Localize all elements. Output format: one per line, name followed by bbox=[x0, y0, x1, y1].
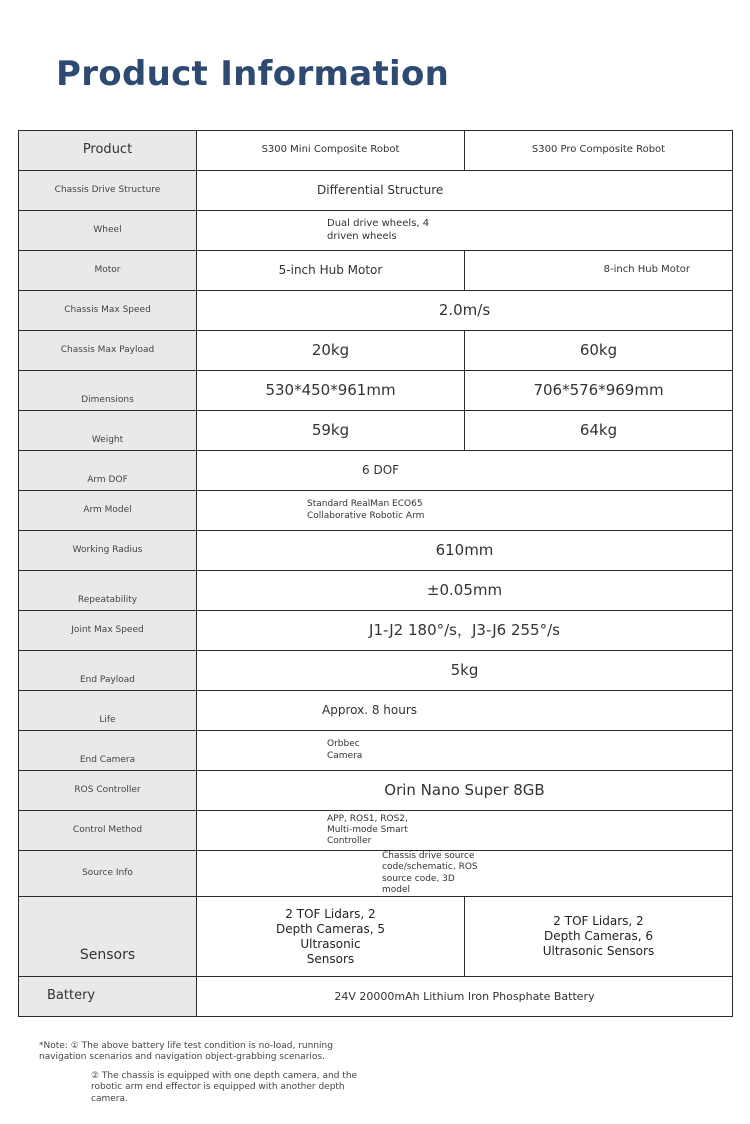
table-row bbox=[19, 571, 733, 611]
source-info-value: Chassis drive source code/schematic, ROS source code, 3D model bbox=[197, 851, 733, 897]
table-row bbox=[19, 411, 733, 451]
table-row bbox=[19, 491, 733, 531]
ros-controller-value: Orin Nano Super 8GB bbox=[197, 771, 733, 811]
row-label-source-info: Source Info bbox=[19, 851, 197, 897]
row-label-arm-model: Arm Model bbox=[19, 491, 197, 531]
joint-speed-value: J1-J2 180°/s，J3-J6 255°/s bbox=[197, 611, 733, 651]
row-label-wheel: Wheel bbox=[19, 211, 197, 251]
table-row bbox=[19, 331, 733, 371]
row-label-battery: Battery bbox=[19, 977, 197, 1017]
max-payload-mini-value: 20kg bbox=[197, 331, 465, 371]
end-camera-value: Orbbec Camera bbox=[197, 731, 733, 771]
table-row bbox=[19, 531, 733, 571]
chassis-drive-value: Differential Structure bbox=[197, 171, 733, 211]
battery-value: 24V 20000mAh Lithium Iron Phosphate Battery bbox=[197, 977, 733, 1017]
max-payload-pro-value: 60kg bbox=[465, 331, 733, 371]
table-row bbox=[19, 211, 733, 251]
row-label-chassis-drive: Chassis Drive Structure bbox=[19, 171, 197, 211]
row-label-max-payload: Chassis Max Payload bbox=[19, 331, 197, 371]
table-row bbox=[19, 897, 733, 977]
weight-mini-value: 59kg bbox=[197, 411, 465, 451]
motor-mini-value: 5-inch Hub Motor bbox=[197, 251, 465, 291]
table-row bbox=[19, 851, 733, 897]
table-row bbox=[19, 811, 733, 851]
repeatability-value: ±0.05mm bbox=[197, 571, 733, 611]
weight-pro-value: 64kg bbox=[465, 411, 733, 451]
table-row bbox=[19, 691, 733, 731]
table-row bbox=[19, 651, 733, 691]
row-label-repeatability: Repeatability bbox=[19, 571, 197, 611]
sensors-mini-value: 2 TOF Lidars, 2 Depth Cameras, 5 Ultrasonic Sensors bbox=[197, 897, 465, 977]
spec-table bbox=[18, 130, 733, 1017]
footnote-camera: ② The chassis is equipped with one depth camera, and the robotic arm end effector is equipped with another depth camera. bbox=[91, 1071, 358, 1104]
dimensions-mini-value: 530*450*961mm bbox=[197, 371, 465, 411]
row-label-dimensions: Dimensions bbox=[19, 371, 197, 411]
row-label-arm-dof: Arm DOF bbox=[19, 451, 197, 491]
life-value: Approx. 8 hours bbox=[197, 691, 733, 731]
row-label-life: Life bbox=[19, 691, 197, 731]
table-row bbox=[19, 131, 733, 171]
working-radius-value: 610mm bbox=[197, 531, 733, 571]
table-row bbox=[19, 371, 733, 411]
row-label-product: Product bbox=[19, 131, 197, 171]
table-row bbox=[19, 611, 733, 651]
arm-dof-value: 6 DOF bbox=[197, 451, 733, 491]
row-label-motor: Motor bbox=[19, 251, 197, 291]
arm-model-value: Standard RealMan ECO65 Collaborative Robotic Arm bbox=[197, 491, 733, 531]
wheel-value: Dual drive wheels, 4 driven wheels bbox=[197, 211, 733, 251]
product-mini-name: S300 Mini Composite Robot bbox=[197, 131, 465, 171]
table-row bbox=[19, 731, 733, 771]
page-title: Product Information bbox=[56, 54, 450, 94]
row-label-weight: Weight bbox=[19, 411, 197, 451]
max-speed-value: 2.0m/s bbox=[197, 291, 733, 331]
dimensions-pro-value: 706*576*969mm bbox=[465, 371, 733, 411]
end-payload-value: 5kg bbox=[197, 651, 733, 691]
footnote-battery: *Note: ① The above battery life test condition is no-load, running navigation scenarios and navigation object-grabbing scenarios. bbox=[39, 1041, 333, 1063]
table-row bbox=[19, 171, 733, 211]
table-row bbox=[19, 451, 733, 491]
product-pro-name: S300 Pro Composite Robot bbox=[465, 131, 733, 171]
table-row bbox=[19, 291, 733, 331]
table-row bbox=[19, 251, 733, 291]
control-method-value: APP, ROS1, ROS2, Multi-mode Smart Controller bbox=[197, 811, 733, 851]
row-label-joint-speed: Joint Max Speed bbox=[19, 611, 197, 651]
motor-pro-value: 8-inch Hub Motor bbox=[465, 251, 733, 291]
table-row bbox=[19, 771, 733, 811]
row-label-end-camera: End Camera bbox=[19, 731, 197, 771]
row-label-sensors: Sensors bbox=[19, 897, 197, 977]
row-label-working-radius: Working Radius bbox=[19, 531, 197, 571]
sensors-pro-value: 2 TOF Lidars, 2 Depth Cameras, 6 Ultrasonic Sensors bbox=[465, 897, 733, 977]
row-label-ros-controller: ROS Controller bbox=[19, 771, 197, 811]
row-label-end-payload: End Payload bbox=[19, 651, 197, 691]
row-label-control-method: Control Method bbox=[19, 811, 197, 851]
row-label-max-speed: Chassis Max Speed bbox=[19, 291, 197, 331]
table-row bbox=[19, 977, 733, 1017]
